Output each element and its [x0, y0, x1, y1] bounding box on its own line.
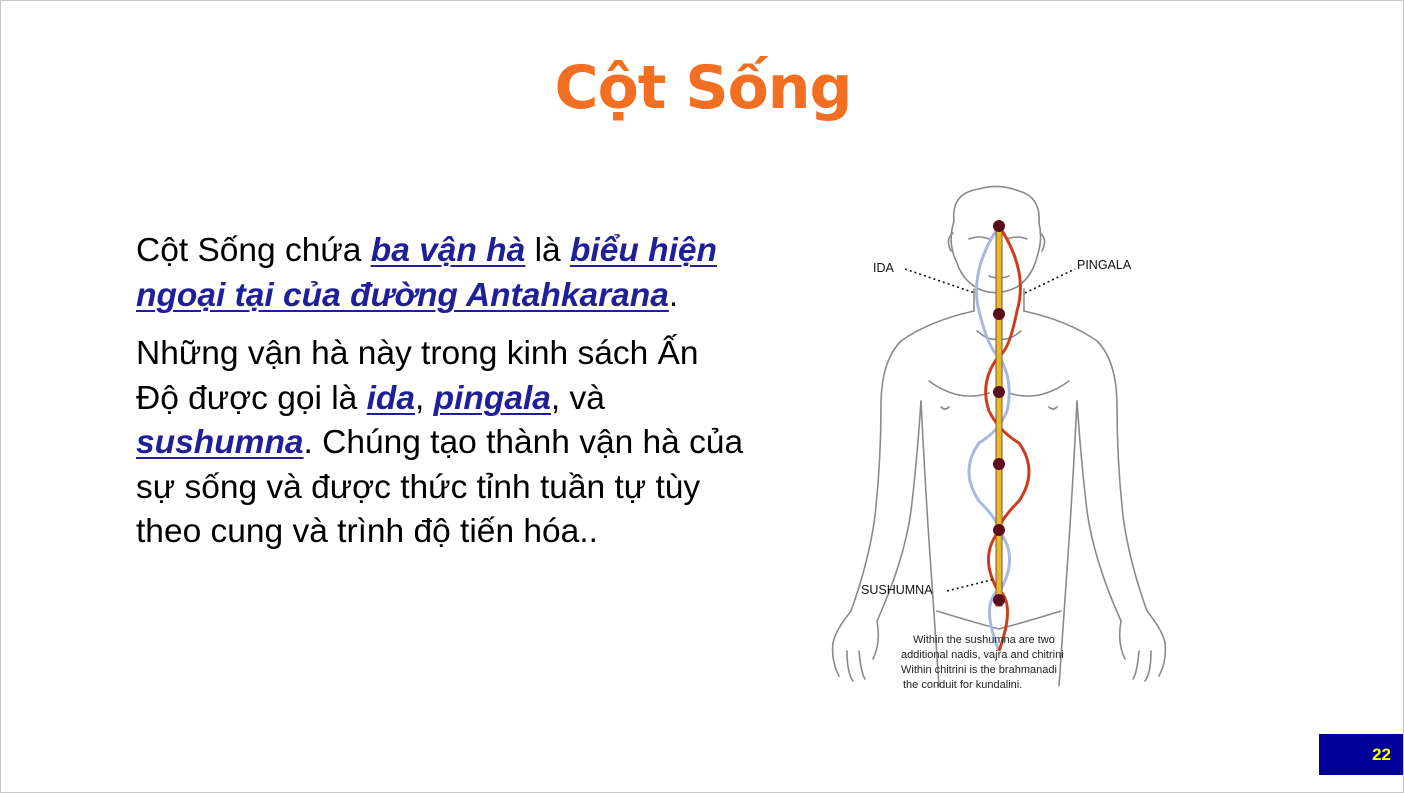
page-number-badge: 22: [1319, 734, 1403, 775]
sushumna-channel: [996, 226, 1002, 606]
chakra-solar-plexus: [993, 458, 1005, 470]
right-hand: [1120, 621, 1166, 681]
paragraph-1-text-b: là: [525, 232, 570, 269]
paragraph-1-text-a: Cột Sống chứa: [136, 232, 371, 269]
slide-title: Cột Sống: [554, 53, 852, 123]
hip-line: [937, 611, 1061, 629]
label-ida: IDA: [873, 261, 894, 275]
ida-leader: [905, 269, 975, 293]
left-hand: [833, 621, 879, 681]
nadis-body-figure: [829, 181, 1179, 696]
chakra-sacral: [993, 524, 1005, 536]
link-ida[interactable]: ida: [366, 379, 416, 417]
chakra-crown: [993, 220, 1005, 232]
pingala-channel: [986, 226, 1029, 651]
note-line-4: the conduit for kundalini.: [903, 679, 1023, 691]
sushumna-leader: [947, 579, 995, 591]
label-sushumna: SUSHUMNA: [861, 583, 933, 597]
link-sushumna[interactable]: sushumna: [136, 424, 304, 461]
paragraph-2-text-d: . Chúng tạo thành vận hà của sự sống và được thức tỉnh tuần tự tùy theo cung và trình độ tiến hóa..: [136, 424, 744, 550]
link-bieu-hien-antahkarana[interactable]: biểu hiện ngoại tại của đường Antahkarana: [136, 232, 718, 314]
right-arm-outer: [1024, 311, 1165, 643]
label-pingala: PINGALA: [1077, 258, 1132, 272]
chakra-throat: [993, 308, 1005, 320]
paragraph-1-text-c: .: [668, 276, 679, 314]
chakra-root: [993, 594, 1005, 606]
ida-channel: [969, 226, 1010, 651]
paragraph-2: [136, 332, 746, 555]
paragraph-2-text-b: ,: [415, 379, 434, 417]
pingala-leader: [1025, 269, 1075, 293]
paragraph-1: [136, 229, 746, 318]
body-illustration: [829, 181, 1179, 696]
paragraph-2-text-c: , và: [550, 379, 605, 417]
link-pingala[interactable]: pingala: [433, 379, 551, 417]
note-line-2: additional nadis, vajra and chitrini: [901, 649, 1064, 661]
note-line-3: Within chitrini is the brahmanadi: [901, 664, 1057, 676]
torso-right: [1059, 401, 1077, 686]
link-ba-van-ha[interactable]: ba vận hà: [370, 232, 526, 269]
hair-outline: [954, 186, 1039, 223]
body-text: [136, 229, 746, 569]
chakra-heart: [993, 386, 1005, 398]
paragraph-2-text-a: Những vận hà này trong kinh sách Ấn Độ được gọi là: [136, 335, 699, 417]
note-line-1: Within the sushumna are two: [913, 634, 1055, 646]
right-arm-inner: [1077, 401, 1121, 621]
